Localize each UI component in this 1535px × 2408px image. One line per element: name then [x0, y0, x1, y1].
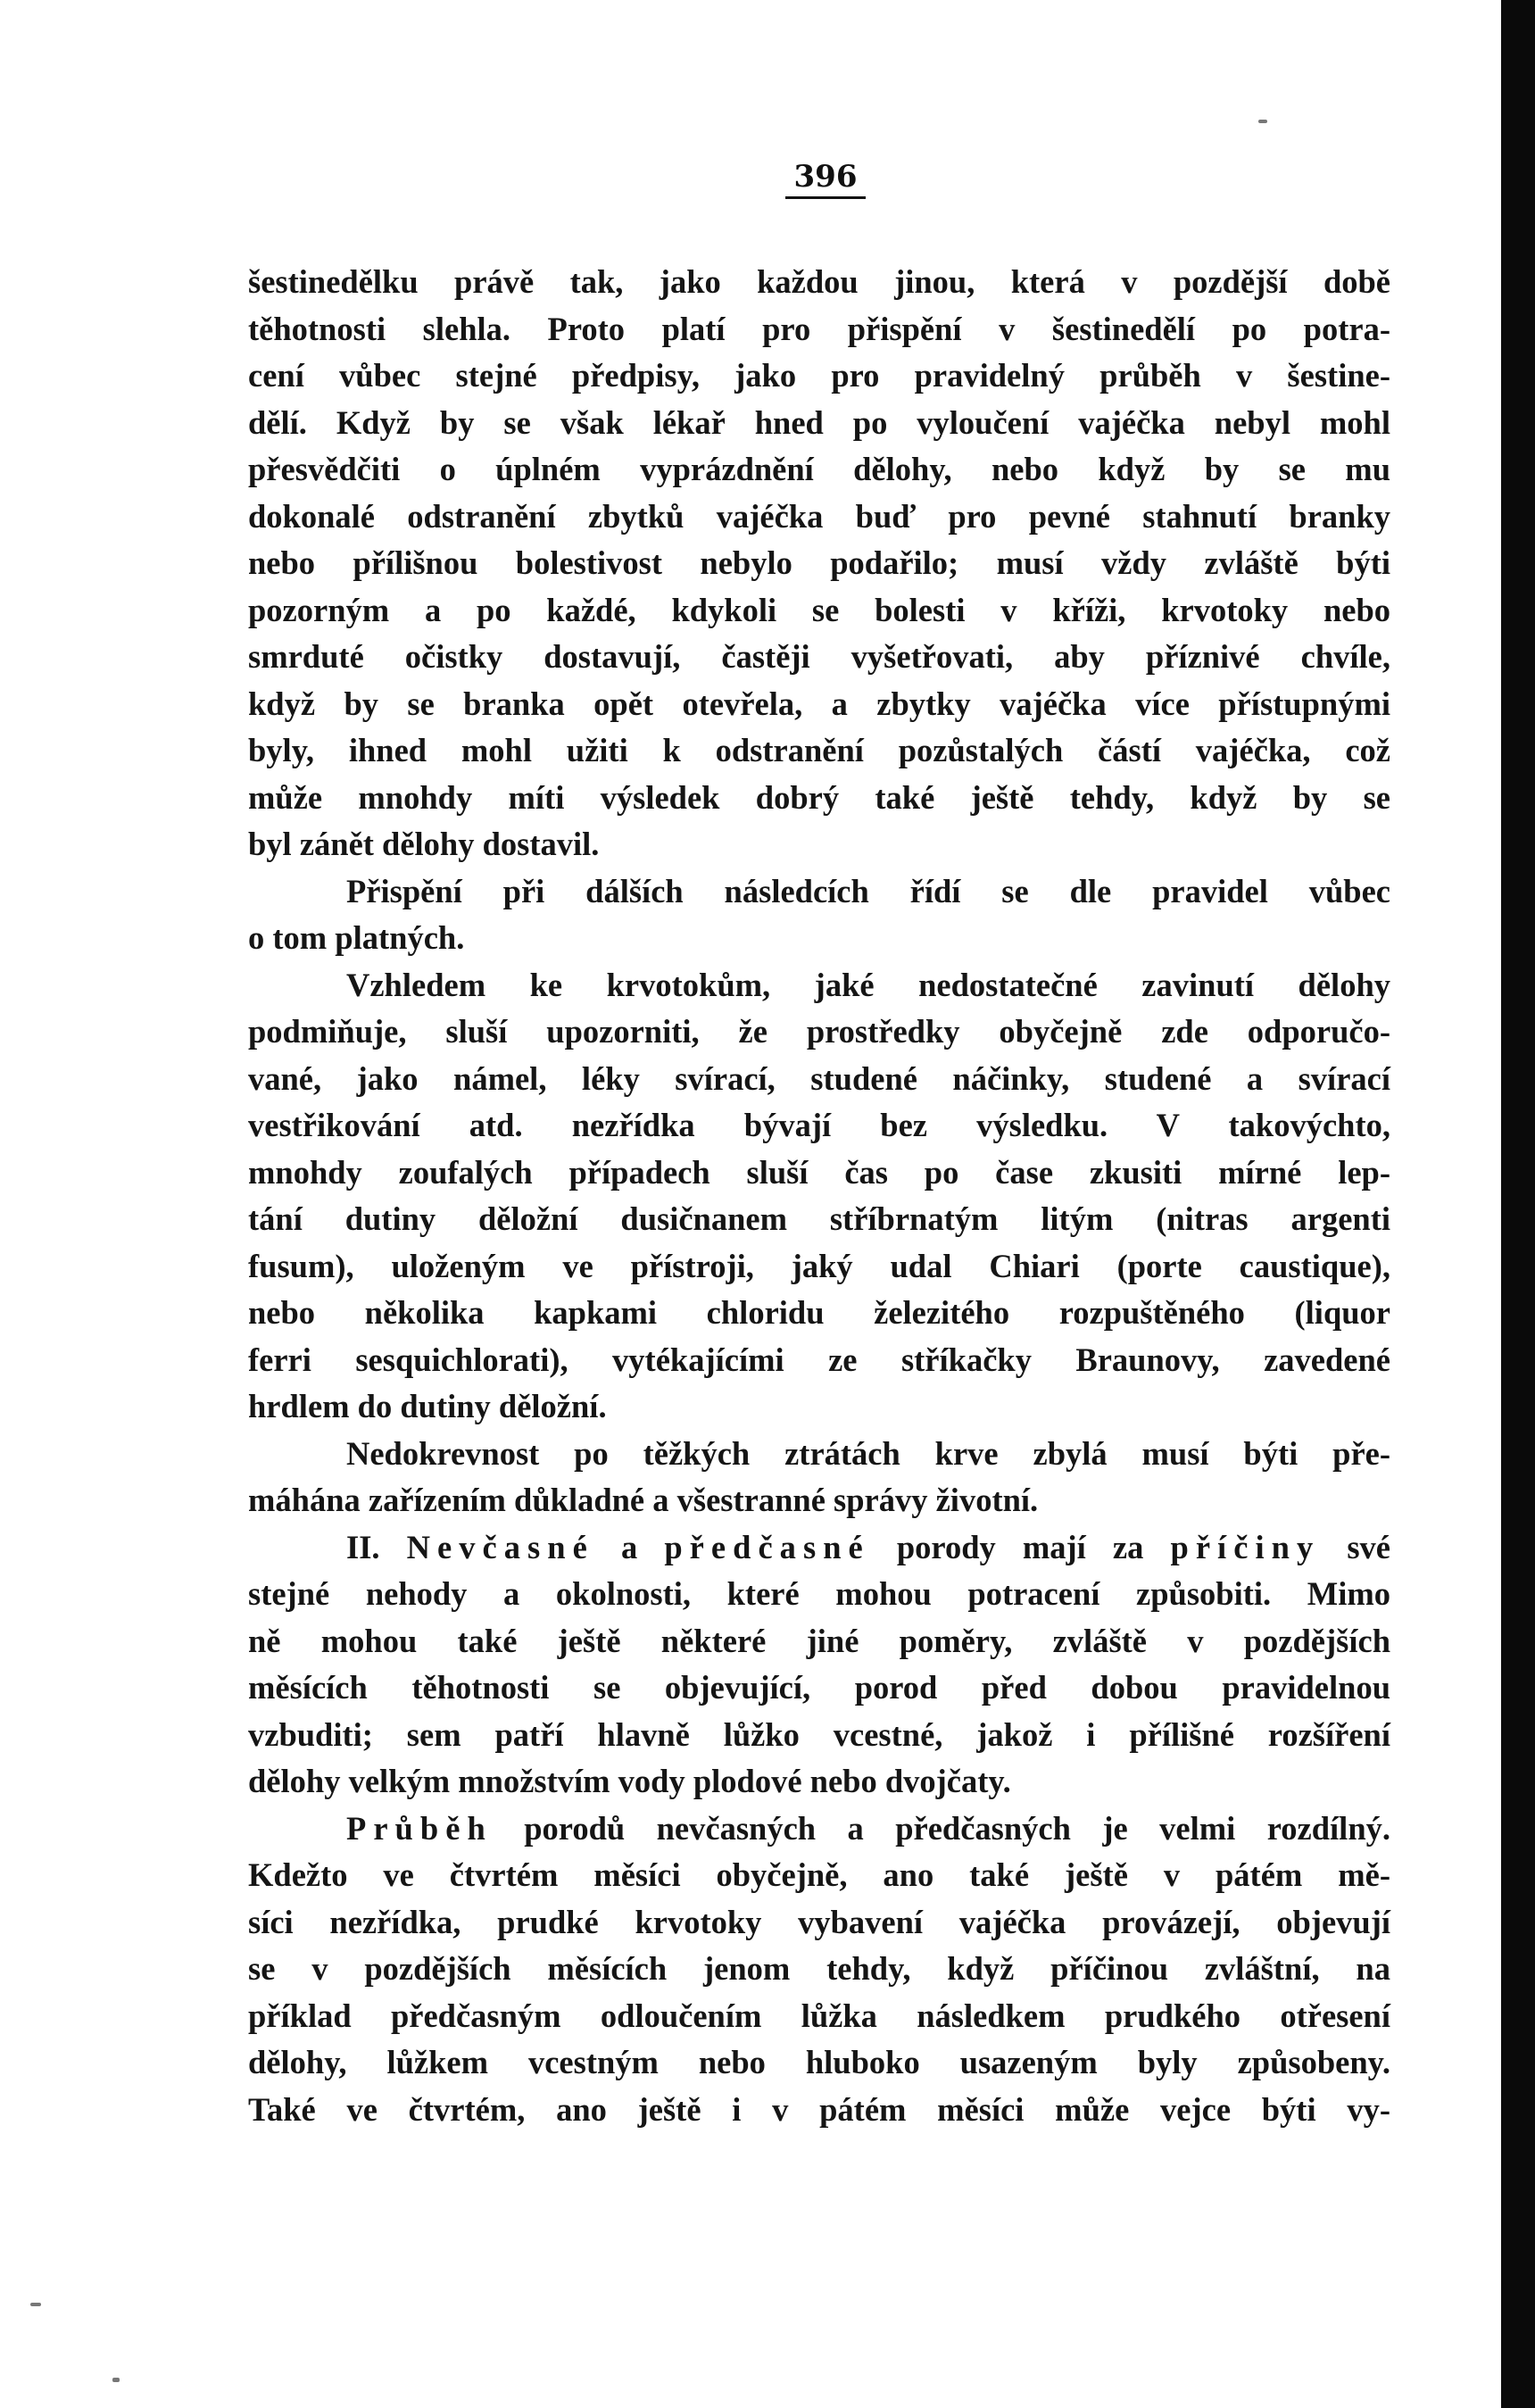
- text-line: o tom platných.: [248, 919, 465, 956]
- spaced-emphasis: příčiny: [1170, 1528, 1321, 1565]
- text-line: může mnohdy míti výsledek dobrý také ještě tehdy, když by se: [248, 778, 1390, 816]
- text-line: hrdlem do dutiny děložní.: [248, 1388, 607, 1424]
- text-line: síci nezřídka, prudké krvotoky vybavení vajéčka provázejí, objevují: [248, 1903, 1390, 1940]
- text-line: těhotnosti slehla. Proto platí pro přispění v šestinedělí po potra-: [248, 310, 1390, 347]
- text-line: smrduté očistky dostavují, častěji vyšetřovati, aby příznivé chvíle,: [248, 638, 1390, 675]
- scan-edge: [1501, 0, 1535, 2408]
- text-line: přesvědčiti o úplném vyprázdnění dělohy, nebo když by se mu: [248, 451, 1390, 487]
- text-line: byly, ihned mohl užiti k odstranění pozůstalých částí vajéčka, což: [248, 732, 1390, 768]
- text-run: a: [593, 1528, 665, 1565]
- text-line: Kdežto ve čtvrtém měsíci obyčejně, ano také ještě v pátém mě-: [248, 1856, 1390, 1893]
- spaced-emphasis: Nevčasné: [406, 1528, 594, 1565]
- spaced-emphasis: předčasné: [664, 1528, 870, 1565]
- text-line: fusum), uloženým ve přístroji, jaký udal Chiari (porte caustique),: [248, 1247, 1390, 1284]
- text-line: když by se branka opět otevřela, a zbytky vajéčka více přístupnými: [248, 685, 1390, 722]
- text-line: Vzhledem ke krvotokům, jaké nedostatečné zavinutí dělohy: [346, 966, 1390, 1003]
- text-run: porody mají za: [869, 1528, 1171, 1565]
- text-line: [248, 1806, 1390, 1853]
- text-line: nebo přílišnou bolestivost nebylo podařilo; musí vždy zvláště býti: [248, 544, 1390, 581]
- text-run: své: [1320, 1528, 1390, 1565]
- scan-speck: [112, 2378, 120, 2382]
- text-line: nebo několika kapkami chloridu železitého rozpuštěného (liquor: [248, 1294, 1390, 1331]
- scan-speck: [1258, 120, 1267, 123]
- text-line: Nedokrevnost po těžkých ztrátách krve zbylá musí býti pře-: [346, 1434, 1390, 1472]
- text-line: se v pozdějších měsících jenom tehdy, když příčinou zvláštní, na: [248, 1950, 1390, 1987]
- text-line: měsících těhotnosti se objevující, porod před dobou pravidelnou: [248, 1669, 1390, 1706]
- page-number: 396: [785, 159, 866, 199]
- text-line: stejné nehody a okolnosti, které mohou potracení způsobiti. Mimo: [248, 1575, 1390, 1612]
- text-line: dělí. Když by se však lékař hned po vyloučení vajéčka nebyl mohl: [248, 403, 1390, 441]
- text-line: mnohdy zoufalých případech sluší čas po čase zkusiti mírné lep-: [248, 1153, 1390, 1191]
- text-line: ně mohou také ještě některé jiné poměry, zvláště v pozdějších: [248, 1622, 1390, 1659]
- text-line: vestřikování atd. nezřídka bývají bez výsledku. V takovýchto,: [248, 1107, 1390, 1143]
- body-text: [248, 259, 1390, 2133]
- text-line: Přispění při dálších následcích řídí se dle pravidel vůbec: [346, 872, 1390, 909]
- text-line: dokonalé odstranění zbytků vajéčka buď pro pevné stahnutí branky: [248, 497, 1390, 535]
- text-line: tání dutiny děložní dusičnanem stříbrnatým litým (nitras argenti: [248, 1200, 1390, 1237]
- text-line: dělohy velkým množstvím vody plodové nebo dvojčaty.: [248, 1763, 1011, 1799]
- text-line: [248, 1524, 1390, 1572]
- text-line: ferri sesquichlorati), vytékajícími ze stříkačky Braunovy, zavedené: [248, 1341, 1390, 1378]
- text-line: šestinedělku právě tak, jako každou jinou, která v pozdější době: [248, 263, 1390, 300]
- scan-speck: [30, 2303, 41, 2306]
- text-line: máhána zařízením důkladné a všestranné správy životní.: [248, 1482, 1039, 1518]
- text-run: II.: [346, 1528, 407, 1565]
- text-line: cení vůbec stejné předpisy, jako pro pravidelný průběh v šestine-: [248, 357, 1390, 394]
- spaced-emphasis: Průběh: [346, 1809, 493, 1847]
- text-line: pozorným a po každé, kdykoli se bolesti v kříži, krvotoky nebo: [248, 591, 1390, 628]
- text-line: dělohy, lůžkem vcestným nebo hluboko usazeným byly způsobeny.: [248, 2044, 1390, 2080]
- text-line: byl zánět dělohy dostavil.: [248, 826, 600, 862]
- text-line: podmiňuje, sluší upozorniti, že prostředky obyčejně zde odporučo-: [248, 1013, 1390, 1050]
- text-line: vané, jako námel, léky svírací, studené náčinky, studené a svírací: [248, 1059, 1390, 1097]
- text-line: vzbuditi; sem patří hlavně lůžko vcestné, jakož i přílišné rozšíření: [248, 1715, 1390, 1753]
- text-line: příklad předčasným odloučením lůžka následkem prudkého otřesení: [248, 1997, 1390, 2034]
- text-line: Také ve čtvrtém, ano ještě i v pátém měsíci může vejce býti vy-: [248, 2090, 1390, 2128]
- text-run: porodů nevčasných a předčasných je velmi rozdílný.: [492, 1809, 1390, 1847]
